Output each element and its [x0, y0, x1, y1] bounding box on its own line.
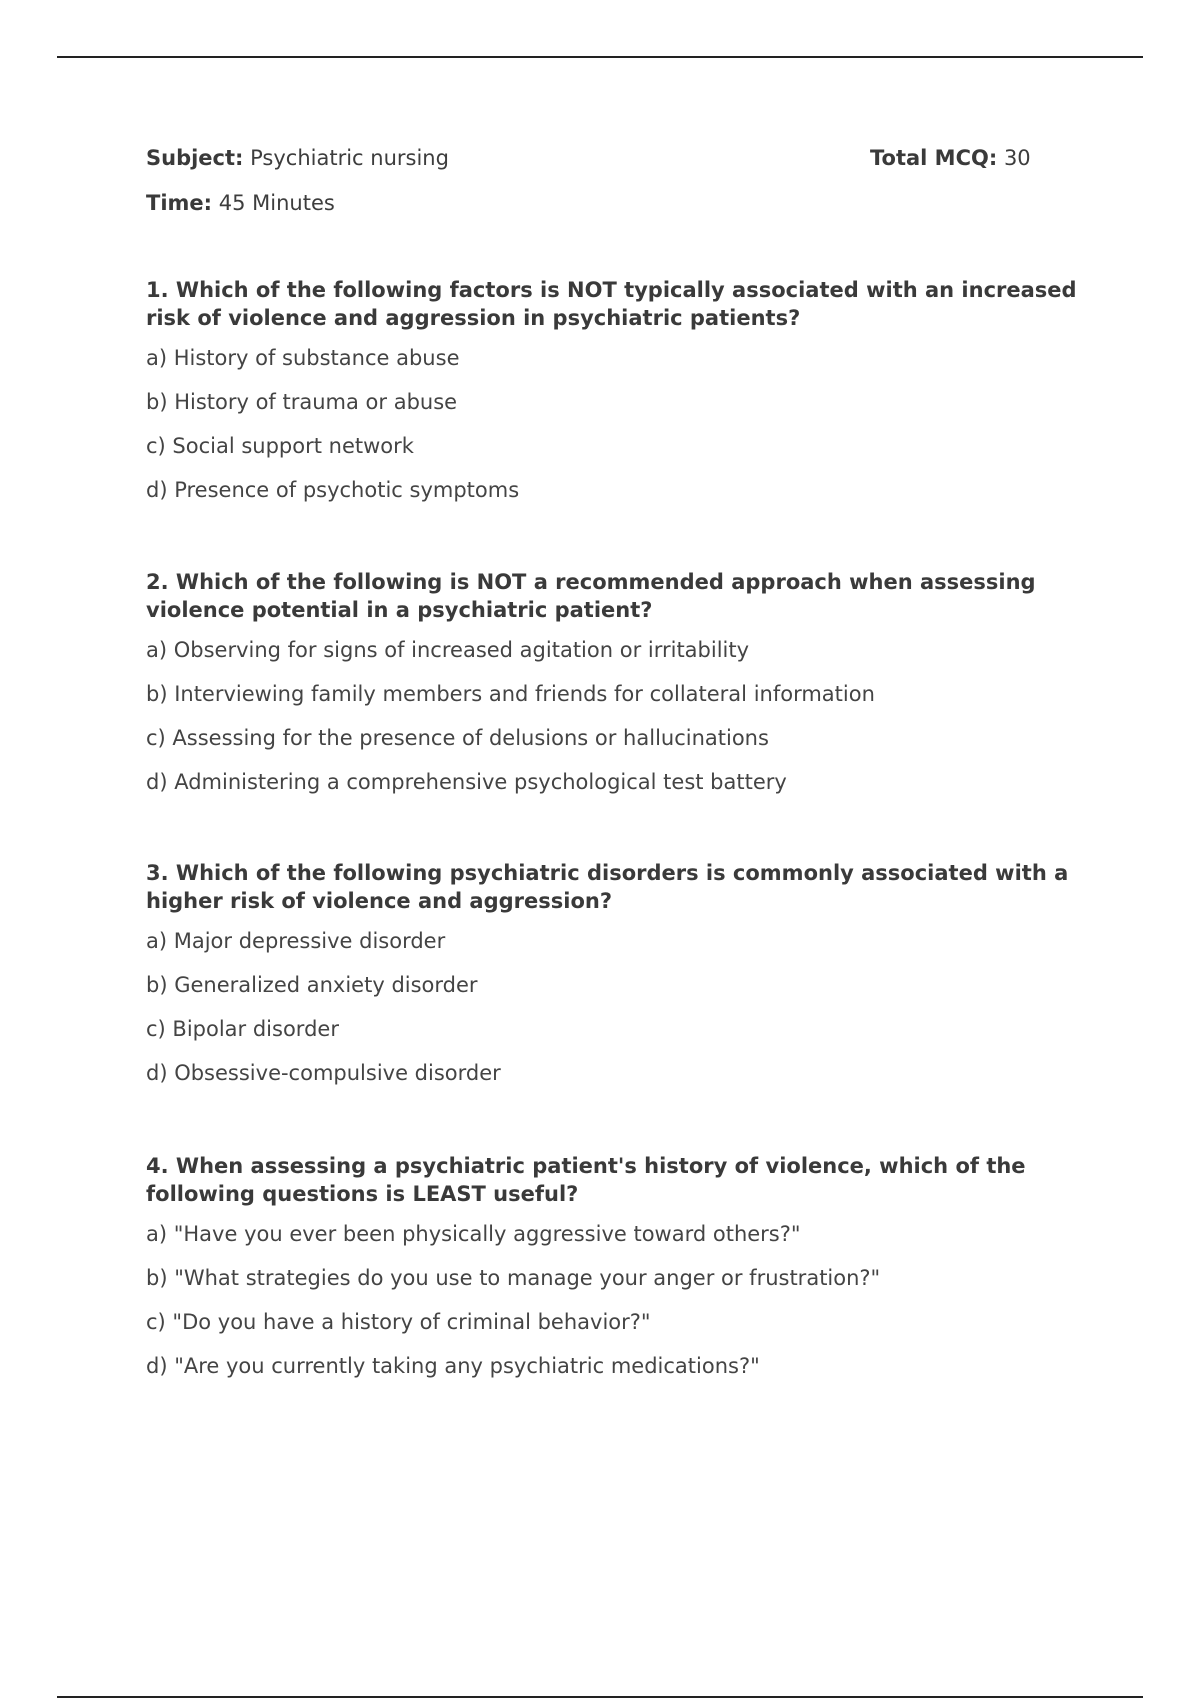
question-text: 2. Which of the following is NOT a recommended approach when assessing violence potential in a psychiatric patient? [146, 570, 1036, 622]
bottom-rule [57, 1696, 1143, 1698]
option-b: b) Generalized anxiety disorder [146, 973, 478, 997]
question-text: 4. When assessing a psychiatric patient's history of violence, which of the following questions is LEAST useful? [146, 1154, 1026, 1206]
subject-label: Subject: [146, 146, 244, 170]
total-mcq-label: Total MCQ: [870, 146, 998, 170]
option-c: c) Social support network [146, 434, 414, 458]
time-value: 45 Minutes [218, 191, 335, 215]
option-list [146, 1222, 1090, 1398]
option-d: d) "Are you currently taking any psychiatric medications?" [146, 1354, 760, 1378]
option-a: a) "Have you ever been physically aggressive toward others?" [146, 1222, 801, 1246]
question-text: 3. Which of the following psychiatric disorders is commonly associated with a higher risk of violence and aggression? [146, 861, 1069, 913]
option-c: c) "Do you have a history of criminal behavior?" [146, 1310, 651, 1334]
subject-line [146, 146, 449, 170]
top-rule [57, 56, 1143, 58]
option-c: c) Assessing for the presence of delusions or hallucinations [146, 726, 769, 750]
option-a: a) Observing for signs of increased agitation or irritability [146, 638, 750, 662]
option-d: d) Administering a comprehensive psychological test battery [146, 770, 787, 794]
total-mcq-line [870, 146, 1031, 170]
option-d: d) Presence of psychotic symptoms [146, 478, 520, 502]
option-b: b) History of trauma or abuse [146, 390, 458, 414]
question-4 [146, 1152, 1090, 1398]
time-label: Time: [146, 191, 213, 215]
question-2 [146, 568, 1090, 814]
total-mcq-value: 30 [1003, 146, 1031, 170]
question-1 [146, 276, 1090, 522]
option-list [146, 346, 1090, 522]
option-a: a) Major depressive disorder [146, 929, 446, 953]
option-b: b) Interviewing family members and friends for collateral information [146, 682, 875, 706]
option-list [146, 929, 1090, 1105]
option-d: d) Obsessive-compulsive disorder [146, 1061, 501, 1085]
option-c: c) Bipolar disorder [146, 1017, 339, 1041]
question-text: 1. Which of the following factors is NOT typically associated with an increased risk of violence and aggression in psychiatric patients? [146, 278, 1077, 330]
option-b: b) "What strategies do you use to manage your anger or frustration?" [146, 1266, 881, 1290]
option-a: a) History of substance abuse [146, 346, 460, 370]
question-3 [146, 859, 1090, 1105]
subject-value: Psychiatric nursing [250, 146, 449, 170]
option-list [146, 638, 1090, 814]
time-line [146, 191, 335, 215]
